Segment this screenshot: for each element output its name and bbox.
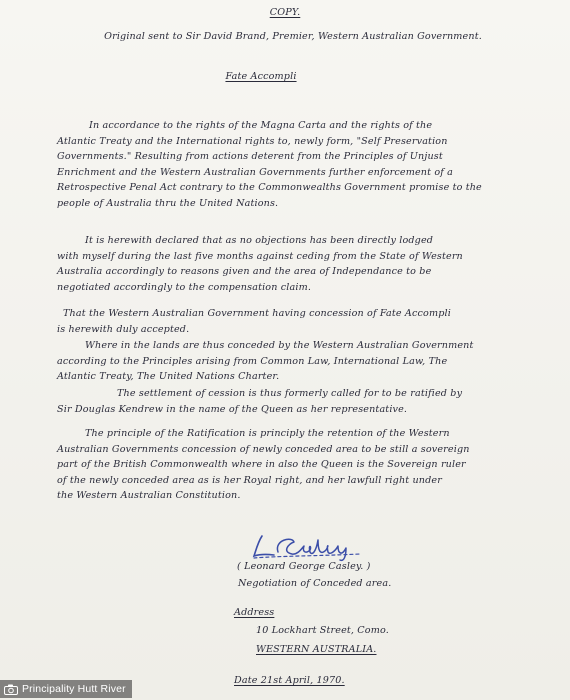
sent-to-line: Original sent to Sir David Brand, Premier, Western Australian Government. <box>104 31 482 42</box>
text-line: Where in the lands are thus conceded by the Western Australian Government <box>85 340 474 351</box>
text-line: part of the British Commonwealth where in also the Queen is the Sovereign ruler <box>57 459 466 471</box>
text-line: is herewith duly accepted. <box>57 323 190 335</box>
text-line: The settlement of cession is thus formerly called for to be ratified by <box>117 388 463 399</box>
text-line: negotiated accordingly to the compensation claim. <box>57 281 312 293</box>
document-date: Date 21st April, 1970. <box>234 675 345 686</box>
paragraph-6 <box>57 426 527 504</box>
text-line: The principle of the Ratification is principly the retention of the Western <box>85 428 450 439</box>
address-line-1: 10 Lockhart Street, Como. <box>256 625 389 636</box>
watermark-text: Principality Hutt River <box>22 683 126 695</box>
paragraph-3 <box>57 306 527 337</box>
text-line: That the Western Australian Government having concession of Fate Accompli <box>63 308 451 319</box>
text-line: Governments." Resulting from actions deterent from the Principles of Unjust <box>57 151 443 163</box>
copy-heading: COPY. <box>269 7 301 18</box>
text-line: Atlantic Treaty and the International rights to, newly form, "Self Preservation <box>57 135 448 147</box>
signatory-role: Negotiation of Conceded area. <box>238 578 392 589</box>
handwritten-signature <box>248 530 368 562</box>
text-line: Australian Governments concession of newly conceded area to be still a sovereign <box>57 443 470 455</box>
text-line: of the newly conceded area as is her Royal right, and her lawfull right under <box>57 474 442 486</box>
signatory-name: ( Leonard George Casley. ) <box>237 561 371 572</box>
photo-credit-watermark <box>0 680 132 698</box>
text-line: according to the Principles arising from Common Law, International Law, The <box>57 355 448 367</box>
camera-icon <box>4 684 18 695</box>
text-line: Atlantic Treaty, The United Nations Charter. <box>57 371 280 383</box>
paragraph-2 <box>57 233 527 295</box>
text-line: people of Australia thru the United Nations. <box>57 197 279 209</box>
text-line: Retrospective Penal Act contrary to the Commonwealths Government promise to the <box>57 182 482 194</box>
address-heading: Address <box>234 607 275 618</box>
text-line: Australia accordingly to reasons given and the area of Independance to be <box>57 266 432 278</box>
paragraph-4 <box>57 338 527 385</box>
text-line: with myself during the last five months against ceding from the State of Western <box>57 250 463 262</box>
document-title: Fate Accompli <box>225 71 297 82</box>
text-line: the Western Australian Constitution. <box>57 490 241 502</box>
text-line: Sir Douglas Kendrew in the name of the Queen as her representative. <box>57 403 408 415</box>
paragraph-5 <box>57 386 527 417</box>
text-line: Enrichment and the Western Australian Governments further enforcement of a <box>57 166 454 178</box>
text-line: It is herewith declared that as no objections has been directly lodged <box>85 235 434 246</box>
address-line-2: WESTERN AUSTRALIA. <box>256 644 377 655</box>
paragraph-1 <box>57 118 527 212</box>
text-line: In accordance to the rights of the Magna Carta and the rights of the <box>89 120 433 131</box>
